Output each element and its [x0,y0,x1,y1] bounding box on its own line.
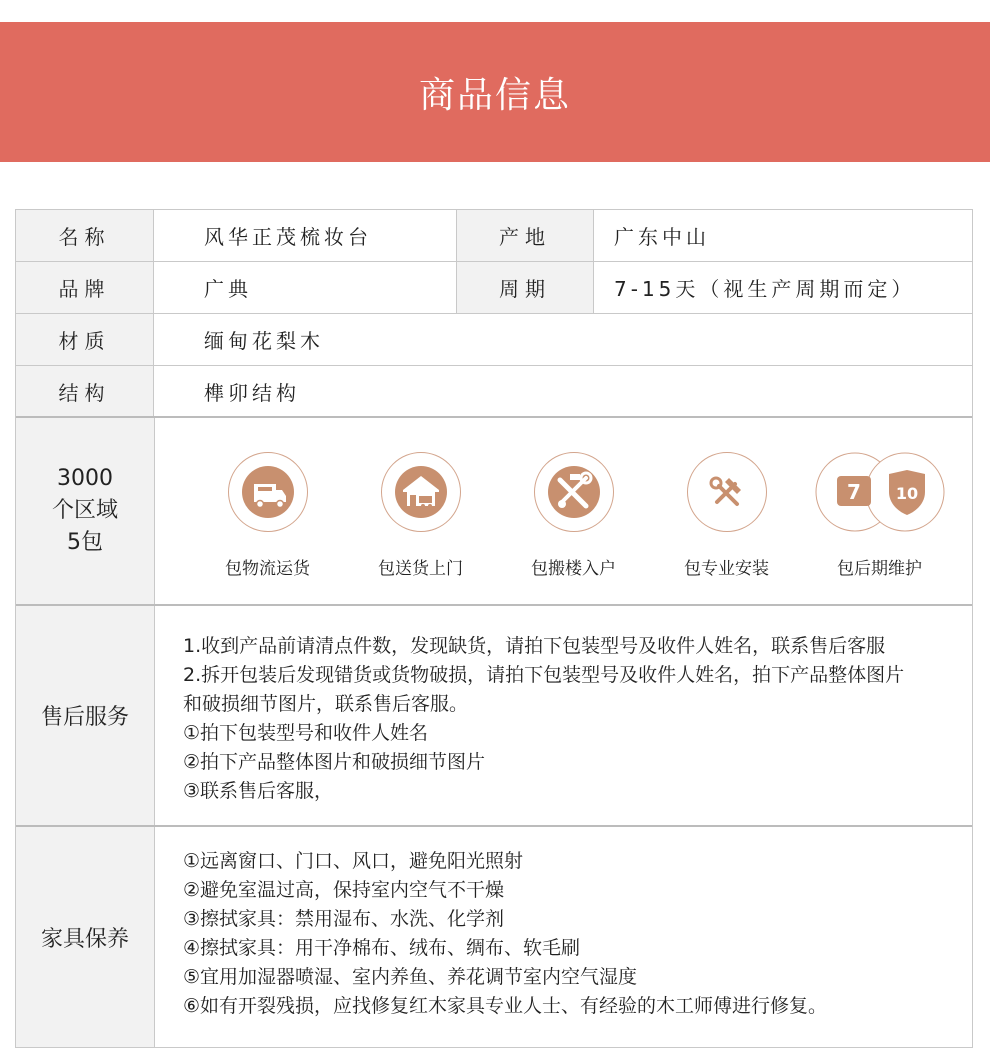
warranty-shield-icon [815,452,945,532]
service-label: 包物流运货 [225,559,310,579]
header-banner [0,22,990,162]
service-item [497,452,650,604]
after-sales-line: ①拍下包装型号和收件人姓名 [183,722,429,744]
origin-label: 产地 [456,210,594,261]
after-sales-line: 和破损细节图片，联系售后客服。 [183,693,469,715]
services-row [16,418,972,606]
care-label: 家具保养 [16,827,155,1047]
table-row [16,366,972,418]
services-label-line: 3000 [56,466,113,491]
structure-label: 结构 [16,366,154,416]
care-line: ③擦拭家具：禁用湿布、水洗、化学剂 [183,908,505,930]
care-text [155,827,972,1047]
badge-7: 7 [846,480,861,504]
brand-label: 品牌 [16,262,154,313]
after-sales-label: 售后服务 [16,606,155,825]
after-sales-line: ③联系售后客服， [183,780,334,802]
care-line: ④擦拭家具：用干净棉布、绒布、绸布、软毛刷 [183,937,581,959]
name-label: 名称 [16,210,154,261]
table-row [16,210,972,262]
after-sales-line: 1.收到产品前请清点件数，发现缺货，请拍下包装型号及收件人姓名，联系售后客服 [183,635,886,657]
truck-icon [228,452,308,532]
service-item [650,452,803,604]
service-label: 包送货上门 [378,559,463,579]
material-label: 材质 [16,314,154,365]
care-line: ②避免室温过高，保持室内空气不干燥 [183,879,505,901]
service-label: 包搬楼入户 [531,559,616,579]
name-value: 风华正茂梳妆台 [204,225,372,249]
care-line: ⑥如有开裂残损，应找修复红木家具专业人士、有经验的木工师傅进行修复。 [183,995,828,1017]
period-value: 7-15天（视生产周期而定） [614,277,916,301]
care-line: ①远离窗口、门口、风口，避免阳光照射 [183,850,524,872]
tools-icon [534,452,614,532]
hammer-wrench-icon [687,452,767,532]
brand-value: 广典 [204,277,252,301]
service-item [803,452,956,604]
service-item [344,452,497,604]
services-label [16,418,155,604]
structure-value: 榫卯结构 [204,380,300,405]
services-list [155,418,972,604]
after-sales-text [155,606,972,825]
badge-10: 10 [895,484,918,503]
origin-value: 广东中山 [614,225,710,249]
care-row [16,827,972,1047]
table-row [16,262,972,314]
house-van-icon [381,452,461,532]
after-sales-line: ②拍下产品整体图片和破损细节图片 [183,751,486,773]
period-label: 周期 [456,262,594,313]
service-label: 包专业安装 [684,559,769,579]
product-info-table [15,209,973,1048]
after-sales-row [16,606,972,827]
after-sales-line: 2.拆开包装后发现错货或货物破损，请拍下包装型号及收件人姓名，拍下产品整体图片 [183,664,905,686]
services-label-line: 5包 [66,530,103,555]
table-row [16,314,972,366]
services-label-line: 个区域 [51,498,118,523]
care-line: ⑤宜用加湿器喷湿、室内养鱼、养花调节室内空气湿度 [183,966,638,988]
page-title: 商品信息 [418,74,571,116]
material-value: 缅甸花梨木 [204,329,324,353]
service-label: 包后期维护 [837,559,922,579]
service-item [191,452,344,604]
